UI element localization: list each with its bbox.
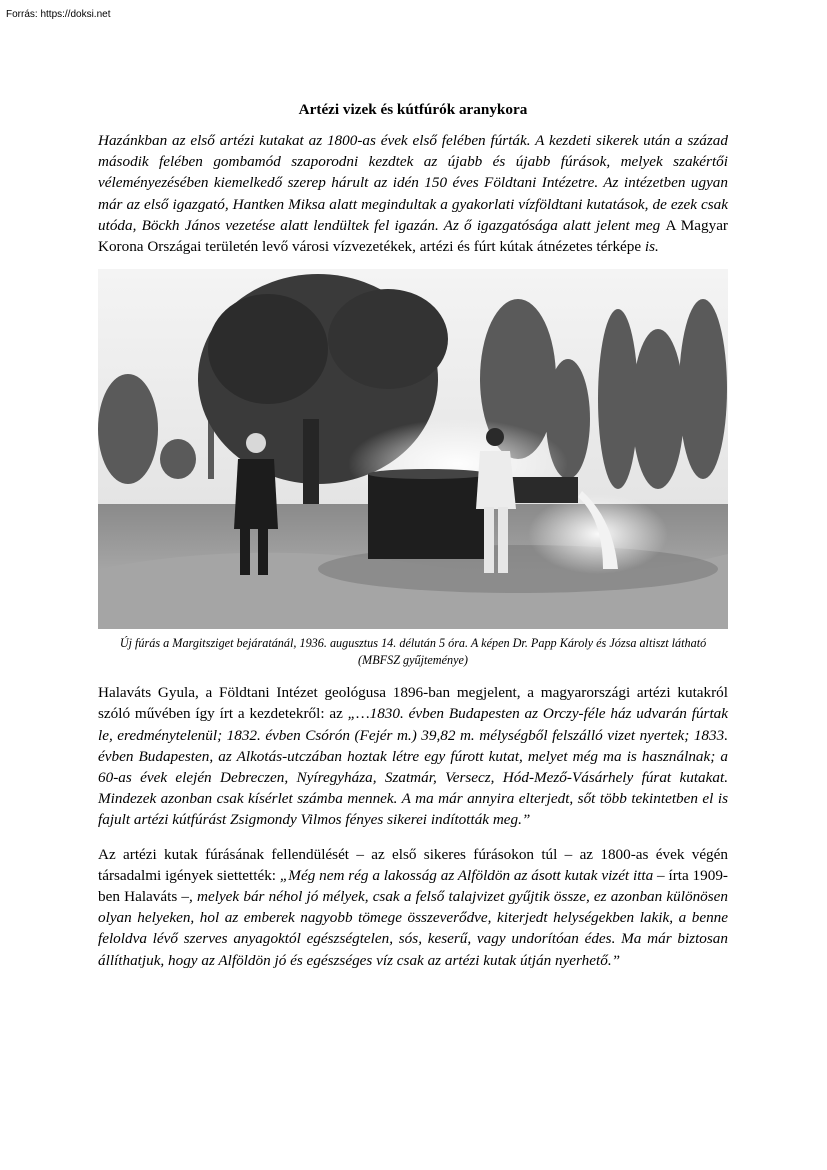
paragraph-text: – írta 1909-ben Halaváts – bbox=[98, 866, 728, 906]
quote-text: „…1830. évben Budapesten az Orczy-féle ház udvarán fúrtak le, eredménytelenül; 1832. évben Csórón (Fejér m.) 39,82 m. mélységből felszálló vizet nyertek; 1833. évben Budapesten, az Alkotás-utczában hoztak létre egy fúrott kutat, melyet még ma is használnak; a 60-as évek elején Debreczen, Nyíregyháza, Szatmár, Versecz, Hód-Mező-Vásárhely fúrat kutakat. Mindezek azonban csak kísérlet számba mennek. A ma már annyira elterjedt, sőt több tekintetben el is fajult artézi kútfúrást Zsigmondy Vilmos fényes sikerei indították meg.” bbox=[98, 705, 728, 829]
paragraph-text: Az artézi kutak fúrásának fellendülését – az első sikeres fúrásokon túl – az 1800-as évek végén társadalmi igények siettették: bbox=[98, 845, 728, 884]
map-title: A Magyar Korona Országai területén levő városi vízvezetékek, artézi és fúrt kútak átnézetes térképe bbox=[98, 216, 728, 256]
intro-italic: Hazánkban az első artézi kutakat az 1800-as évek első felében fúrták. A kezdeti sikerek után a század második felében gombamód szaporodni kezdtek az újabb és újabb fúrások, melyek szakértői véleményezésében kiemelkedő szerep hárult az idén 150 éves Földtani Intézetre. Az intézetben ugyan már az első igazgató, Hantken Miksa alatt megindultak a gyakorlati vízföldtani kutatások, de ezek csak utóda, Böckh János vezetése alatt lendültek fel igazán. Az ő igazgatósága alatt jelent meg bbox=[98, 132, 728, 234]
historical-photo bbox=[98, 269, 728, 629]
quote-text: „Még nem rég a lakosság az Alföldön az ásott kutak vizét itta bbox=[279, 866, 654, 884]
intro-tail: is. bbox=[644, 238, 659, 256]
paragraph-text: Halaváts Gyula, a Földtani Intézet geológusa 1896-ban megjelent, a magyarországi artézi kutakról szóló művében így írt a kezdetekről: az bbox=[98, 684, 728, 723]
photo-caption: Új fúrás a Margitsziget bejáratánál, 1936. augusztus 14. délután 5 óra. A képen Dr. Papp Károly és Józsa altiszt látható (MBFSZ gyűjteménye) bbox=[119, 636, 707, 668]
document-page bbox=[98, 100, 728, 971]
photo-drawing bbox=[98, 269, 728, 629]
paragraph-artesian bbox=[98, 844, 728, 971]
intro-paragraph bbox=[98, 130, 728, 257]
document-title: Artézi vizek és kútfúrók aranykora bbox=[298, 101, 528, 118]
paragraph-halavats bbox=[98, 682, 728, 830]
source-label[interactable]: Forrás: https://doksi.net bbox=[6, 9, 111, 20]
quote-text: , melyek bár néhol jó mélyek, csak a felső talajvizet gyűjtik össze, ez azonban különösen olyan helyeken, hol az emberek nagyobb tömege összeverődve, kiterjedt helységekben lakik, a benne feloldva lévő szerves anyagoktól egészségtelen, sós, keserű, vagy undorítóan édes. Ma már biztosan állíthatjuk, hogy az Alföldön jó és egészséges víz csak az artézi kutak útján nyerhető.” bbox=[98, 888, 729, 969]
